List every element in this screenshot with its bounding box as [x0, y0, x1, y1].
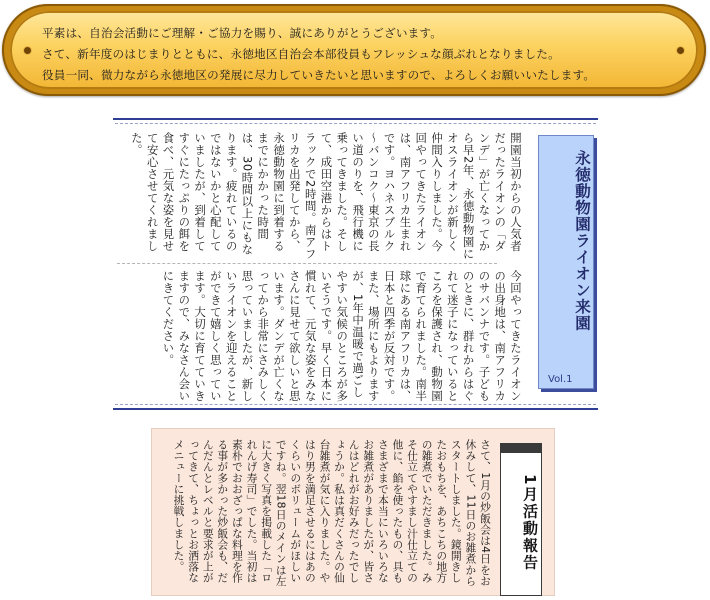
article-top-dashed-rule	[115, 123, 596, 124]
report-text	[152, 439, 492, 589]
report-title: 1月活動報告	[521, 474, 539, 572]
article-upper-text	[129, 132, 523, 262]
article-title: 永徳動物園ライオン来園	[573, 150, 591, 332]
greeting-line-1: 平素は、自治会活動にご理解・ご協力を賜り、誠にありがとうございます。	[42, 26, 443, 40]
activity-report	[151, 428, 555, 596]
greeting-line-2: さて、新年度のはじまりとともに、永徳地区自治会本部役員もフレッシュな顔ぶれとなりました。	[42, 47, 560, 61]
article-title-box	[538, 135, 594, 389]
report-paragraph: さて、1月の炒飯会は4日をお休みして、11日のお雑煮からスタートしました。鏡開きしたおもちを、あちこちの地方の雑煮でいただきました。みそ仕立てやすまし汁仕立ての他に、餡を使ったもの、具もさまざまで本当にいろいろなお雑煮がありましたが、皆さんはどれがお好みだったでしょうか。私は真だくさんの仙台雑煮が気に入りました。やはり男を満足させるにはあのくらいのボリュームがほしいですね。翌18日のメインは左に大きく写真を掲載した「ロれんげ寿司」でした。当初は素朴でおおざっぱな料理を作る事が多かった炒飯会も、だんだんとレベルと要求が上がってきて、ちょっとお洒落なメニューに挑戦しました。	[172, 439, 492, 587]
column-divider	[117, 263, 497, 264]
greeting-line-3: 役員一同、微力ながら永徳地区の発展に尽力していきたいと思いますので、よろしくお願いいたします。	[42, 68, 596, 82]
article-lower-paragraph: 今回やってきたライオンの出身地は、南アフリカのサバンナです。子どものときに、群れからはぐれて迷子になっているところを保護され、動物園で育てられました。南半球にある南アフリカは、日本と四季が反対です。また、場所にもよりますが、1年中温暖で過ごしやすい気候のところが多いそうです。早く日本に慣れて、元気な姿をみなさんに見せて欲しいと思います。ダンデが亡くなってから非常にさみしく思っていましたが、新しいライオンを迎えることができて嬉しく思っています。大切に育てていきますので、みなさん会いにきてください。	[161, 270, 523, 402]
article-top-rule	[113, 118, 598, 120]
report-title-box	[500, 443, 542, 596]
rivet-icon	[24, 47, 31, 54]
article-bottom-dashed-rule	[115, 404, 596, 405]
greeting-banner	[2, 4, 706, 96]
lion-article	[113, 118, 598, 410]
article-lower-text	[161, 270, 523, 402]
volume-label: Vol.1	[548, 374, 573, 385]
banner-plaque	[10, 11, 698, 89]
article-bottom-rule	[113, 408, 598, 410]
greeting-text	[42, 23, 658, 86]
article-upper-paragraph: 開園当初からの人気者だったライオンの「ダンデ」が亡くなってから早2年、永徳動物園にオスライオンが新しく仲間入りしました。今回やってきたライオンは、南アフリカ生まれです。ヨハネスブルク～バンコク～東京の長い道のりを、飛行機に乗ってきました。そして、成田空港からはトラックで2時間。南アフリカを出発してから、永徳動物園に到着するまでにかかった時間は、30時間以上にもなります。疲れているのではないかと心配していましたが、到着してすぐにたっぷりの餌を食べ、元気な姿を見せて安心させてくれました。	[129, 132, 523, 260]
rivet-icon	[677, 47, 684, 54]
